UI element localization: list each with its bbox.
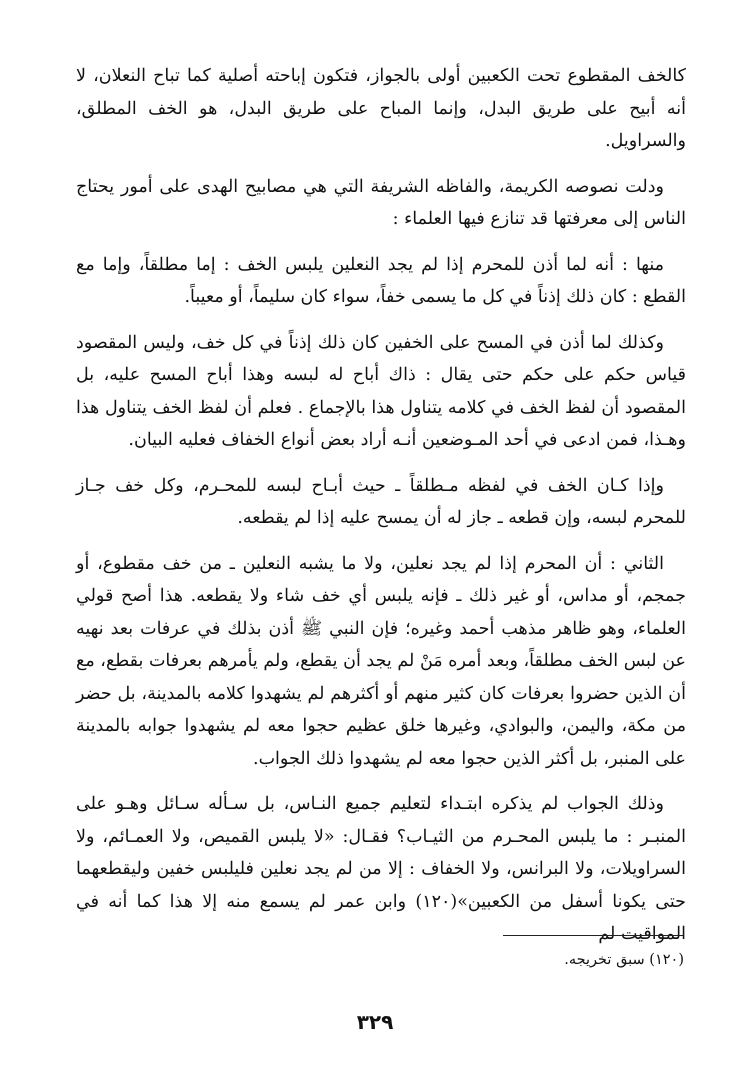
paragraph-6: الثاني : أن المحرم إذا لم يجد نعلين، ولا ما يشبه النعلين ـ من خف مقطوع، أو جمجم، أو مداس، أو غير ذلك ـ فإنه يلبس أي خف شاء ولا يقطعه. هذا أصح قولي العلماء، وهو ظاهر مذهب أحمد وغيره؛ فإن النبي ﷺ أذن بذلك في عرفات بعد نهيه عن لبس الخف مطلقاً، وبعد أمره مَنْ لم يجد أن يقطع، ولم يأمرهم بعرفات بقطع، مع أن الذين حضروا بعرفات كان كثير منهم أو أكثرهم لم يشهدوا كلامه بالمدينة، بل حضر من مكة، واليمن، والبوادي، وغيرها خلق عظيم حجوا معه لم يشهدوا جوابه بالمدينة على المنبر، بل أكثر الذين حجوا معه لم يشهدوا ذلك الجواب. — [76, 553, 686, 769]
paragraph-5: وإذا كـان الخف في لفظه مـطلقاً ـ حيث أبـاح لبسه للمحـرم، وكل خف جـاز للمحرم لبسه، وإن قطعه ـ جاز له أن يمسح عليه إذا لم يقطعه. — [76, 475, 686, 528]
paragraph-3: منها : أنه لما أذن للمحرم إذا لم يجد النعلين يلبس الخف : إما مطلقاً، وإما مع القطع : كان ذلك إذناً في كل ما يسمى خفاً، سواء كان سليماً، أو معيباً. — [76, 254, 686, 307]
paragraph-1: كالخف المقطوع تحت الكعبين أولى بالجواز، فتكون إباحته أصلية كما تباح النعلان، لا أنه أبيح على طريق البدل، وإنما المباح على طريق البدل، هو الخف المطلق، والسراويل. — [76, 66, 686, 151]
body-text — [76, 60, 686, 964]
page-number: ٣٢٩ — [356, 1010, 394, 1034]
footnote: (١٢٠) سبق تخريجه. — [564, 952, 684, 968]
paragraph-7: وذلك الجواب لم يذكره ابتـداء لتعليم جميع النـاس، بل سـأله سـائل وهـو على المنبـر : ما يلبس المحـرم من الثيـاب؟ فقـال: «لا يلبس القميص، ولا العمـائم، ولا السراويلات، ولا البرانس، ولا الخفاف : إلا من لم يجد نعلين فليلبس خفين وليقطعهما حتى يكونا أسفل من الكعبين»(١٢٠) وابن عمر لم يسمع منه إلا هذا كما أنه في المواقيت لم — [76, 794, 686, 944]
paragraph-4: وكذلك لما أذن في المسح على الخفين كان ذلك إذناً في كل خف، وليس المقصود قياس حكم على حكم حتى يقال : ذاك أباح له لبسه وهذا أباح المسح عليه، بل المقصود أن لفظ الخف في كلامه يتناول هذا بالإجماع . فعلم أن لفظ الخف يتناول هذا وهـذا، فمن ادعى في أحد المـوضعين أنـه أراد بعض أنواع الخفاف فعليه البيان. — [76, 332, 686, 450]
paragraph-2: ودلت نصوصه الكريمة، والفاظه الشريفة التي هي مصابيح الهدى على أمور يحتاج الناس إلى معرفتها قد تنازع فيها العلماء : — [76, 176, 686, 229]
footnote-divider — [503, 935, 683, 936]
